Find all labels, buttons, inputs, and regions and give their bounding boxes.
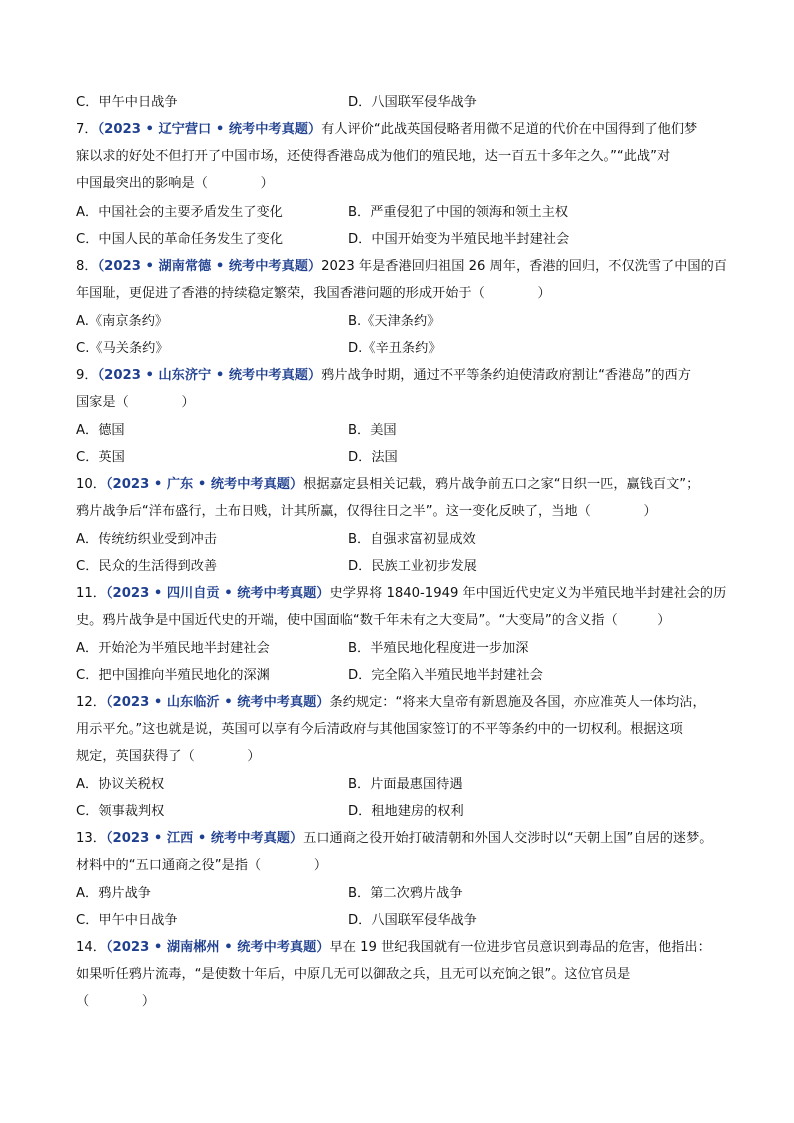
option-d: D．八国联军侵华战争	[348, 913, 477, 928]
option-c: C．甲午中日战争	[76, 913, 178, 928]
question-number: 8．	[76, 259, 98, 274]
question-8-line-1	[76, 258, 727, 276]
option-d: D．完全陷入半殖民地半封建社会	[348, 668, 543, 683]
option-a: A.《南京条约》	[76, 314, 169, 329]
option-b: B.《天津条约》	[348, 314, 441, 329]
question-source: （2023 • 四川自贡 • 统考中考真题）	[105, 586, 330, 601]
option-a: A．中国社会的主要矛盾发生了变化	[76, 205, 283, 220]
question-14-line-3: （ ）	[76, 994, 156, 1009]
option-c: C．领事裁判权	[76, 804, 165, 819]
question-10-line-1	[76, 476, 699, 494]
option-d: D.《辛丑条约》	[348, 341, 442, 356]
option-c: C．中国人民的革命任务发生了变化	[76, 232, 284, 247]
question-12-line-1	[76, 694, 706, 712]
option-d: D．八国联军侵华战争	[348, 95, 477, 110]
question-10-line-2: 鸦片战争后“洋布盛行，土布日贱，计其所赢，仅得往日之半”。这一变化反映了，当地（ ）	[76, 504, 657, 519]
option-c: C．甲午中日战争	[76, 95, 178, 110]
option-c: C．民众的生活得到改善	[76, 559, 218, 574]
question-7-line-2: 寐以求的好处不但打开了中国市场，还使得香港岛成为他们的殖民地，达一百五十多年之久。”“此战”对	[76, 149, 671, 164]
question-source: （2023 • 山东临沂 • 统考中考真题）	[105, 695, 330, 710]
question-12-line-3: 规定，英国获得了（ ）	[76, 749, 261, 764]
question-11-line-2: 史。鸦片战争是中国近代史的开端，使中国面临“数千年未有之大变局”。“大变局”的含义指（ ）	[76, 613, 671, 628]
question-source: （2023 • 广东 • 统考中考真题）	[105, 477, 304, 492]
question-text: 五口通商之役开始打破清朝和外国人交涉时以“天朝上国”自居的迷梦。	[303, 831, 713, 846]
question-13-line-2: 材料中的“五口通商之役”是指（ ）	[76, 858, 328, 873]
question-12-line-2: 用示平允。”这也就是说，英国可以享有今后清政府与其他国家签订的不平等条约中的一切权利。根据这项	[76, 722, 683, 737]
question-number: 14．	[76, 940, 106, 955]
option-b: B．片面最惠国待遇	[348, 777, 463, 792]
question-11-line-1	[76, 585, 726, 603]
question-number: 11．	[76, 586, 106, 601]
question-text: 史学界将 1840-1949 年中国近代史定义为半殖民地半封建社会的历	[329, 586, 727, 601]
option-a: A．协议关税权	[76, 777, 165, 792]
question-source: （2023 • 湖南郴州 • 统考中考真题）	[105, 940, 330, 955]
option-c: C．英国	[76, 450, 125, 465]
question-14-line-1	[76, 939, 711, 957]
question-number: 13．	[76, 831, 106, 846]
question-7-line-3: 中国最突出的影响是（ ）	[76, 176, 274, 191]
option-a: A．鸦片战争	[76, 886, 151, 901]
option-b: B．半殖民地化程度进一步加深	[348, 641, 529, 656]
option-a: A．传统纺织业受到冲击	[76, 532, 217, 547]
question-text: 鸦片战争时期，通过不平等条约迫使清政府割让“香港岛”的西方	[321, 368, 691, 383]
option-d: D．法国	[348, 450, 398, 465]
question-number: 9．	[76, 368, 98, 383]
question-source: （2023 • 湖南常德 • 统考中考真题）	[97, 259, 322, 274]
question-text: 有人评价“此战英国侵略者用微不足道的代价在中国得到了他们梦	[321, 122, 698, 137]
question-source: （2023 • 江西 • 统考中考真题）	[105, 831, 304, 846]
question-number: 7．	[76, 122, 98, 137]
option-b: B．自强求富初显成效	[348, 532, 476, 547]
question-number: 10．	[76, 477, 106, 492]
question-source: （2023 • 辽宁营口 • 统考中考真题）	[97, 122, 322, 137]
question-text: 根据嘉定县相关记载，鸦片战争前五口之家“日织一匹，赢钱百文”；	[303, 477, 700, 492]
option-a: A．德国	[76, 423, 125, 438]
option-a: A．开始沦为半殖民地半封建社会	[76, 641, 270, 656]
question-14-line-2: 如果听任鸦片流毒，“是使数十年后，中原几无可以御敌之兵，且无可以充饷之银”。这位官员是	[76, 967, 631, 982]
option-d: D．租地建房的权利	[348, 804, 464, 819]
question-8-line-2: 年国耻，更促进了香港的持续稳定繁荣，我国香港问题的形成开始于（ ）	[76, 286, 551, 301]
question-number: 12．	[76, 695, 106, 710]
option-d: D．中国开始变为半殖民地半封建社会	[348, 232, 570, 247]
question-source: （2023 • 山东济宁 • 统考中考真题）	[97, 368, 322, 383]
option-c: C.《马关条约》	[76, 341, 169, 356]
question-13-line-1	[76, 830, 712, 848]
question-9-line-1	[76, 367, 691, 385]
question-9-line-2: 国家是（ ）	[76, 395, 195, 410]
question-text: 2023 年是香港回归祖国 26 周年，香港的回归，不仅洗雪了中国的百	[321, 259, 727, 274]
question-7-line-1	[76, 121, 697, 139]
option-d: D．民族工业初步发展	[348, 559, 477, 574]
question-text: 条约规定：“将来大皇帝有新恩施及各国，亦应准英人一体均沾，	[329, 695, 706, 710]
option-b: B．第二次鸦片战争	[348, 886, 463, 901]
question-text: 早在 19 世纪我国就有一位进步官员意识到毒品的危害，他指出：	[329, 940, 711, 955]
option-b: B．严重侵犯了中国的领海和领土主权	[348, 205, 569, 220]
option-b: B．美国	[348, 423, 397, 438]
option-c: C．把中国推向半殖民地化的深渊	[76, 668, 270, 683]
